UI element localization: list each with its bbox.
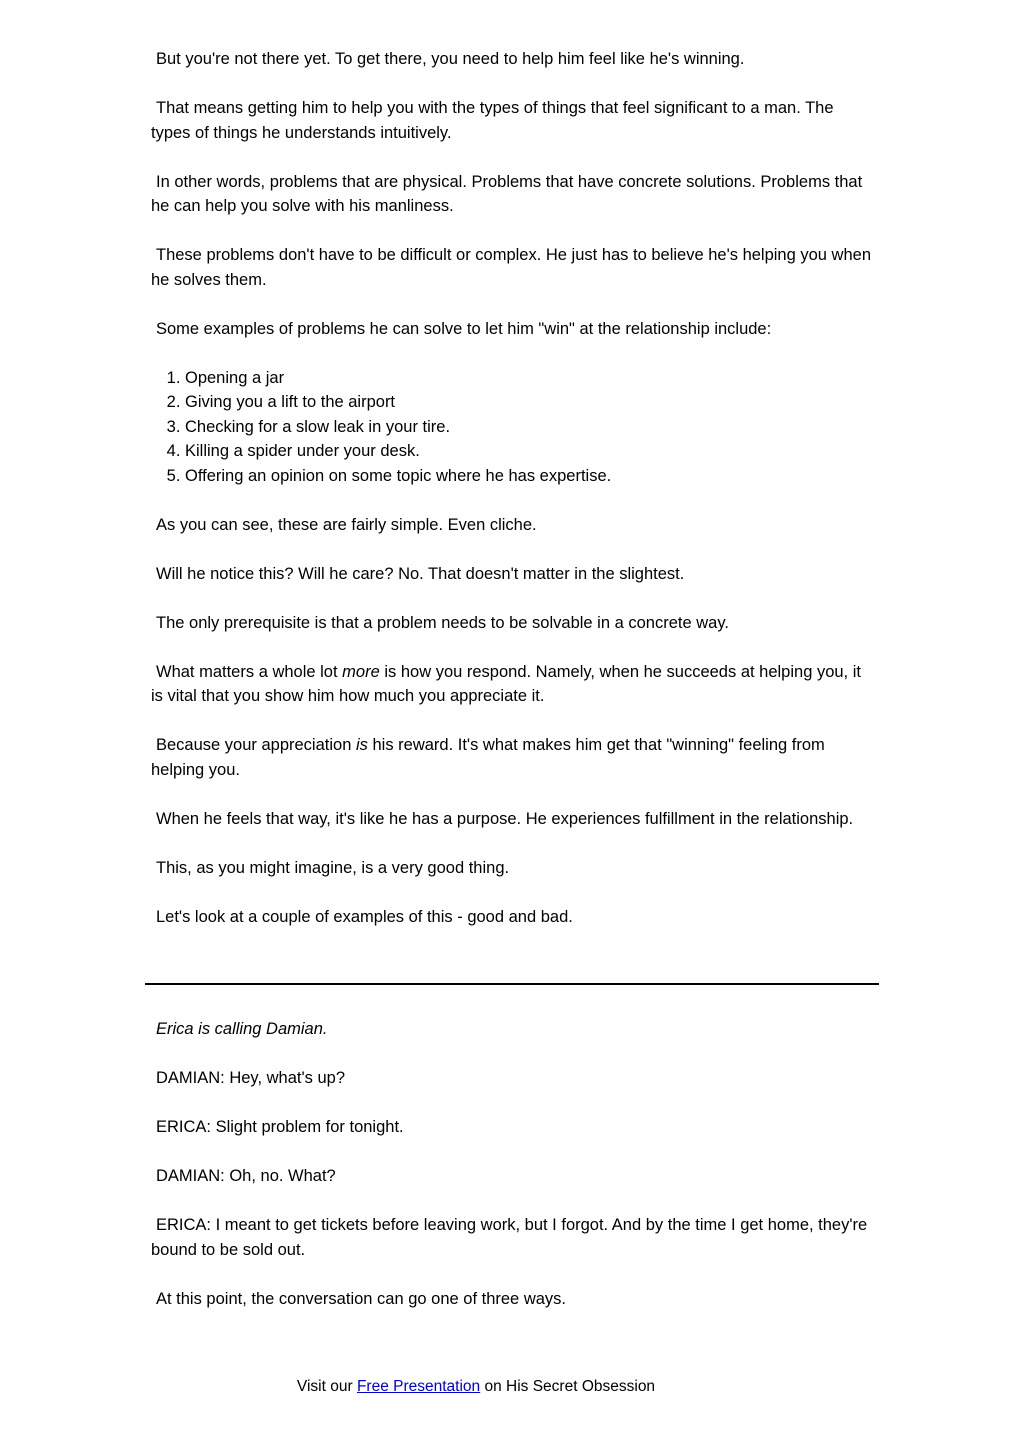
- document-body: [151, 47, 876, 954]
- paragraph: These problems don't have to be difficult or complex. He just has to believe he's helping you when he solves them.: [151, 246, 871, 289]
- dialogue-line: ERICA: Slight problem for tonight.: [156, 1118, 404, 1136]
- list-item: 1. Opening a jar: [185, 366, 876, 391]
- dialogue-section: [151, 1017, 876, 1336]
- dialogue-line: DAMIAN: Hey, what's up?: [156, 1069, 345, 1087]
- stage-direction: Erica is calling Damian.: [156, 1020, 328, 1038]
- paragraph: Because your appreciation is his reward. It's what makes him get that "winning" feeling from helping you.: [151, 736, 825, 779]
- paragraph: Will he notice this? Will he care? No. That doesn't matter in the slightest.: [156, 564, 685, 583]
- paragraph: What matters a whole lot more is how you respond. Namely, when he succeeds at helping you, it is vital that you show him how much you appreciate it.: [151, 662, 861, 705]
- examples-list: [151, 366, 876, 489]
- paragraph: As you can see, these are fairly simple. Even cliche.: [156, 515, 537, 534]
- list-item: 3. Checking for a slow leak in your tire.: [185, 415, 876, 440]
- paragraph: When he feels that way, it's like he has a purpose. He experiences fulfillment in the relationship.: [156, 809, 854, 828]
- horizontal-rule: [145, 983, 879, 985]
- dialogue-line: DAMIAN: Oh, no. What?: [156, 1167, 336, 1185]
- paragraph: That means getting him to help you with the types of things that feel significant to a man. The types of things he understands intuitively.: [151, 99, 834, 142]
- paragraph: At this point, the conversation can go one of three ways.: [156, 1289, 566, 1308]
- free-presentation-link[interactable]: Free Presentation: [356, 1378, 481, 1395]
- paragraph: The only prerequisite is that a problem needs to be solvable in a concrete way.: [156, 613, 729, 632]
- list-item: 5. Offering an opinion on some topic where he has expertise.: [185, 464, 876, 489]
- paragraph: Some examples of problems he can solve to let him "win" at the relationship include:: [156, 319, 772, 338]
- paragraph: This, as you might imagine, is a very good thing.: [156, 858, 510, 877]
- dialogue-line: ERICA: I meant to get tickets before leaving work, but I forgot. And by the time I get home, they're bound to be sold out.: [151, 1216, 868, 1259]
- paragraph: In other words, problems that are physical. Problems that have concrete solutions. Problems that he can help you solve with his manliness.: [151, 172, 863, 215]
- list-item: 4. Killing a spider under your desk.: [185, 439, 876, 464]
- list-item: 2. Giving you a lift to the airport: [185, 390, 876, 415]
- footer: Visit our Free Presentation on His Secret Obsession: [296, 1378, 656, 1395]
- paragraph: But you're not there yet. To get there, you need to help him feel like he's winning.: [156, 50, 745, 68]
- paragraph: Let's look at a couple of examples of this - good and bad.: [156, 907, 573, 926]
